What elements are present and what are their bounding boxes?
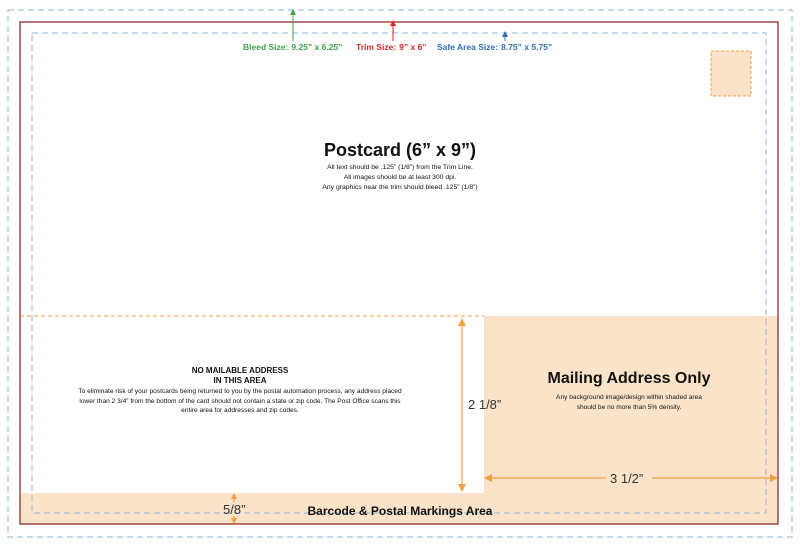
note-line: Any graphics near the trim should bleed .125” (1/8”)	[322, 184, 478, 191]
no-mail-heading	[40, 366, 440, 386]
bleed-size-value: 9.25” x 6.25”	[291, 42, 343, 52]
height-dimension-label: 2 1/8”	[468, 397, 502, 412]
safe-area-legend	[437, 42, 552, 52]
trim-size-value: 9” x 6”	[399, 42, 427, 52]
mailing-address-note	[484, 393, 774, 412]
no-mail-body	[40, 387, 440, 416]
mailing-address-title: Mailing Address Only	[547, 370, 711, 387]
barcode-dimension-label: 5/8”	[223, 502, 246, 517]
postcard-notes	[230, 163, 570, 193]
trim-size-label: Trim Size:	[356, 42, 397, 52]
trim-size-legend	[356, 42, 427, 52]
bleed-size-legend	[243, 42, 342, 52]
safe-area-label: Safe Area Size:	[437, 42, 499, 52]
mailing-note-line: Any background image/design within shaded area	[556, 394, 702, 401]
no-mail-body-line: lower than 2 3/4” from the bottom of the card should not contain a state or zip code. The Post Office scans this	[79, 397, 401, 405]
no-mail-body-line: To eliminate risk of your postcards being returned to you by the postal automation process, any address placed	[78, 388, 402, 395]
note-line: All images should be at least 300 dpi.	[343, 174, 457, 181]
stamp-box	[711, 51, 751, 96]
bleed-size-label: Bleed Size:	[243, 42, 289, 52]
no-mail-heading-line: IN THIS AREA	[213, 376, 267, 385]
no-mail-body-line: entire area for addresses and zip codes.	[181, 407, 299, 414]
width-dimension-label: 3 1/2”	[610, 471, 644, 486]
note-line: All text should be .125” (1/8”) from the Trim Line.	[327, 164, 473, 171]
safe-area-value: 8.75” x 5.75”	[501, 42, 553, 52]
postcard-title: Postcard (6” x 9”)	[323, 140, 477, 160]
no-mail-heading-line: NO MAILABLE ADDRESS	[191, 366, 289, 375]
mailing-note-line: should be no more than 5% density.	[576, 403, 682, 411]
barcode-area-label: Barcode & Postal Markings Area	[307, 504, 493, 518]
